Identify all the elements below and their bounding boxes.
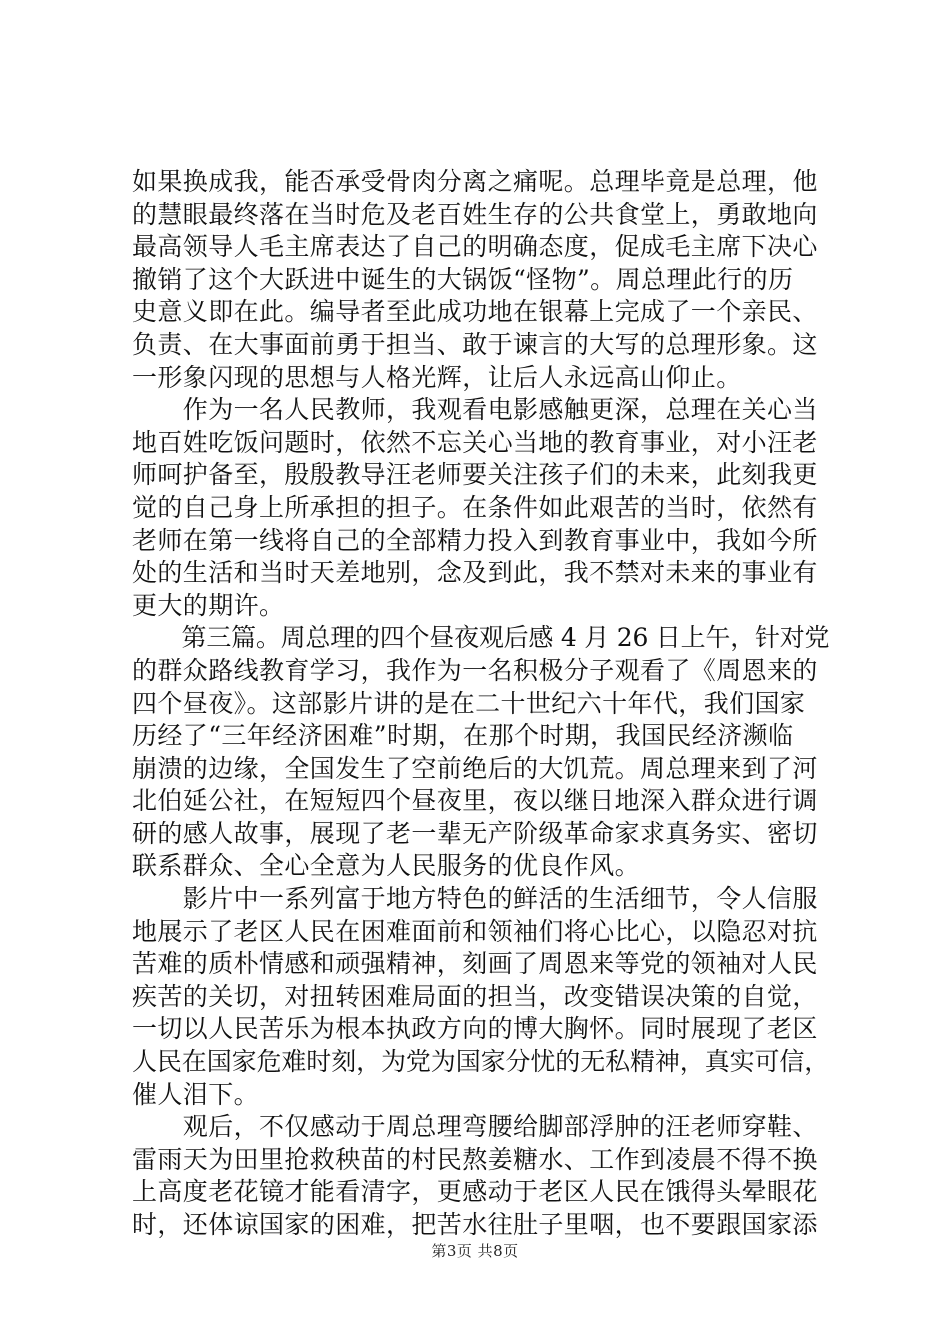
text-line: 第三篇。周总理的四个昼夜观后感 4 月 26 日上午，针对党 bbox=[132, 623, 830, 653]
body-text bbox=[132, 166, 829, 1242]
text-line: 史意义即在此。编导者至此成功地在银幕上完成了一个亲民、 bbox=[132, 297, 818, 327]
text-line: 觉的自己身上所承担的担子。在条件如此艰苦的当时，依然有 bbox=[132, 492, 818, 522]
text-line: 处的生活和当时天差地别，念及到此，我不禁对未来的事业有 bbox=[132, 558, 818, 588]
text-line: 人民在国家危难时刻，为党为国家分忧的无私精神，真实可信， bbox=[132, 1047, 830, 1077]
text-line: 最高领导人毛主席表达了自己的明确态度，促成毛主席下决心 bbox=[132, 232, 818, 262]
text-line: 催人泪下。 bbox=[132, 1079, 260, 1109]
text-line: 负责、在大事面前勇于担当、敢于谏言的大写的总理形象。这 bbox=[132, 329, 818, 359]
text-line: 更大的期许。 bbox=[132, 590, 285, 620]
text-line: 历经了“三年经济困难”时期，在那个时期，我国民经济濒临 bbox=[132, 721, 794, 751]
text-line: 一形象闪现的思想与人格光辉，让后人永远高山仰止。 bbox=[132, 362, 742, 392]
text-line: 疾苦的关切，对扭转困难局面的担当，改变错误决策的自觉， bbox=[132, 981, 818, 1011]
text-line: 苦难的质朴情感和顽强精神，刻画了周恩来等党的领袖对人民 bbox=[132, 949, 818, 979]
text-line: 地展示了老区人民在困难面前和领袖们将心比心，以隐忍对抗 bbox=[132, 916, 818, 946]
text-line: 的群众路线教育学习，我作为一名积极分子观看了《周恩来的 bbox=[132, 655, 818, 685]
text-line: 研的感人故事，展现了老一辈无产阶级革命家求真务实、密切 bbox=[132, 818, 818, 848]
text-line: 如果换成我，能否承受骨肉分离之痛呢。总理毕竟是总理，他 bbox=[132, 167, 818, 196]
text-line: 撤销了这个大跃进中诞生的大锅饭“怪物”。周总理此行的历 bbox=[132, 264, 794, 294]
text-line: 师呵护备至，殷殷教导汪老师要关注孩子们的未来，此刻我更 bbox=[132, 460, 818, 490]
text-line: 观后，不仅感动于周总理弯腰给脚部浮肿的汪老师穿鞋、 bbox=[132, 1112, 818, 1142]
text-line: 联系群众、全心全意为人民服务的优良作风。 bbox=[132, 851, 641, 881]
text-line: 北伯延公社，在短短四个昼夜里，夜以继日地深入群众进行调 bbox=[132, 786, 818, 816]
text-line: 时，还体谅国家的困难，把苦水往肚子里咽，也不要跟国家添 bbox=[132, 1210, 818, 1239]
text-line: 四个昼夜》。这部影片讲的是在二十世纪六十年代，我们国家 bbox=[132, 688, 806, 718]
text-line: 的慧眼最终落在当时危及老百姓生存的公共食堂上，勇敢地向 bbox=[132, 199, 818, 229]
text-line: 老师在第一线将自己的全部精力投入到教育事业中，我如今所 bbox=[132, 525, 818, 555]
text-line: 影片中一系列富于地方特色的鲜活的生活细节，令人信服 bbox=[132, 884, 818, 914]
text-line: 作为一名人民教师，我观看电影感触更深，总理在关心当 bbox=[132, 395, 818, 425]
page-footer: 第3页 共8页 bbox=[431, 1242, 519, 1260]
text-line: 地百姓吃饭问题时，依然不忘关心当地的教育事业，对小汪老 bbox=[132, 427, 818, 457]
text-line: 雷雨天为田里抢救秧苗的村民熬姜糖水、工作到凌晨不得不换 bbox=[132, 1144, 818, 1174]
text-line: 崩溃的边缘，全国发生了空前绝后的大饥荒。周总理来到了河 bbox=[132, 753, 818, 783]
text-line: 一切以人民苦乐为根本执政方向的博大胸怀。同时展现了老区 bbox=[132, 1014, 818, 1044]
text-line: 上高度老花镜才能看清字，更感动于老区人民在饿得头晕眼花 bbox=[132, 1177, 818, 1207]
